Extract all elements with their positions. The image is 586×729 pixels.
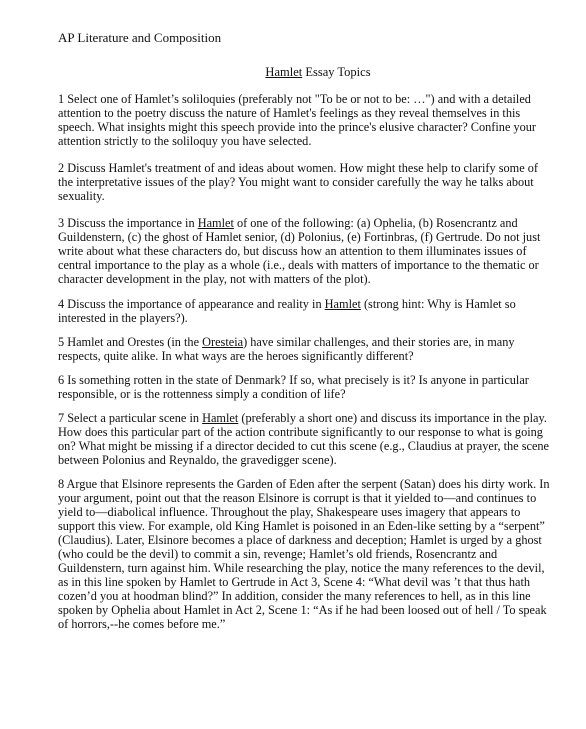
essay-topic-1 (58, 92, 556, 148)
topic-text: 1 Select one of Hamlet’s soliloquies (preferably not "To be or not to be: …") and with a detailed attention to the poetry discuss the nature of Hamlet's feelings as they reveal themselves in this speech. What insights might this speech provide into the prince's elusive character? Confine your attention strictly to the soliloquy you have selected. (58, 92, 537, 148)
essay-topic-3 (58, 216, 556, 286)
topic-text: ) have similar challenges, and their stories are, in many respects, quite alike. In what ways are the heroes significantly different? (58, 335, 515, 363)
essay-topic-list (58, 92, 556, 631)
essay-topic-6 (58, 373, 556, 401)
topic-text: 7 Select a particular scene in (58, 411, 203, 425)
document-title (58, 65, 556, 80)
essay-topic-2 (58, 161, 556, 203)
topic-text: 3 Discuss the importance in (58, 216, 198, 230)
topic-text: 8 Argue that Elsinore represents the Garden of Eden after the serpent (Satan) does his dirty work. In your argument, point out that the reason Elsinore is corrupt is that it yielded to—and continues to yield to—diabolical influence. Throughout the play, Shakespeare uses imagery that appears to support this view. For example, old King Hamlet is poisoned in an Eden-like setting by a “serpent” (Claudius). Later, Elsinore becomes a place of darkness and deception; Hamlet is urged by a ghost (who could be the devil) to commit a sin, revenge; Hamlet’s old friends, Rosencrantz and Guildenstern, turn against him. While researching the play, notice the many references to the devil, as in this line spoken by Hamlet to Gertrude in Act 3, Scene 4: “What devil was ’t that thus hath cozen’d you at hoodman blind?” In addition, consider the many references to hell, as in this line spoken by Ophelia about Hamlet in Act 2, Scene 1: “As if he had been loosed out of hell / To speak of horrors,--he comes before me.” (58, 477, 550, 631)
topic-text: (preferably a short one) and discuss its importance in the play. How does this particular part of the action contribute significantly to our response to what is going on? What might be missing if a director decided to cut this scene (e.g., Claudius at prayer, the scene between Polonius and Reynaldo, the gravedigger scene). (58, 411, 550, 467)
underlined-title: Hamlet (197, 216, 234, 230)
topic-text: 4 Discuss the importance of appearance and reality in (58, 297, 325, 311)
topic-text: (strong hint: Why is Hamlet so interested in the players?). (58, 297, 516, 325)
course-header: AP Literature and Composition (58, 30, 222, 45)
topic-text: 2 Discuss Hamlet's treatment of and ideas about women. How might these help to clarify some of the interpretative issues of the play? You might want to consider carefully the way he talks about sexuality. (58, 161, 538, 203)
title-play-name: Hamlet (265, 65, 303, 79)
essay-topic-8 (58, 477, 556, 631)
underlined-title: Oresteia (202, 335, 244, 349)
title-rest: Essay Topics (302, 65, 371, 79)
topic-text: of one of the following: (a) Ophelia, (b) Rosencrantz and Guildenstern, (c) the ghost of Hamlet senior, (d) Polonius, (e) Fortinbras, (f) Gertrude. Do not just write about what these characters do, but discuss how an attention to them illuminates issues of central importance to the play as a whole (i.e., deals with matters of importance to the thematic or character development in the play, not with matters of the plot). (58, 216, 541, 286)
essay-topic-4 (58, 297, 556, 325)
essay-topic-5 (58, 335, 556, 363)
underlined-title: Hamlet (324, 297, 361, 311)
topic-text: 5 Hamlet and Orestes (in the (58, 335, 203, 349)
essay-topic-7 (58, 411, 556, 467)
topic-text: 6 Is something rotten in the state of Denmark? If so, what precisely is it? Is anyone in particular responsible, or is the rottenness simply a condition of life? (58, 373, 529, 401)
underlined-title: Hamlet (202, 411, 239, 425)
